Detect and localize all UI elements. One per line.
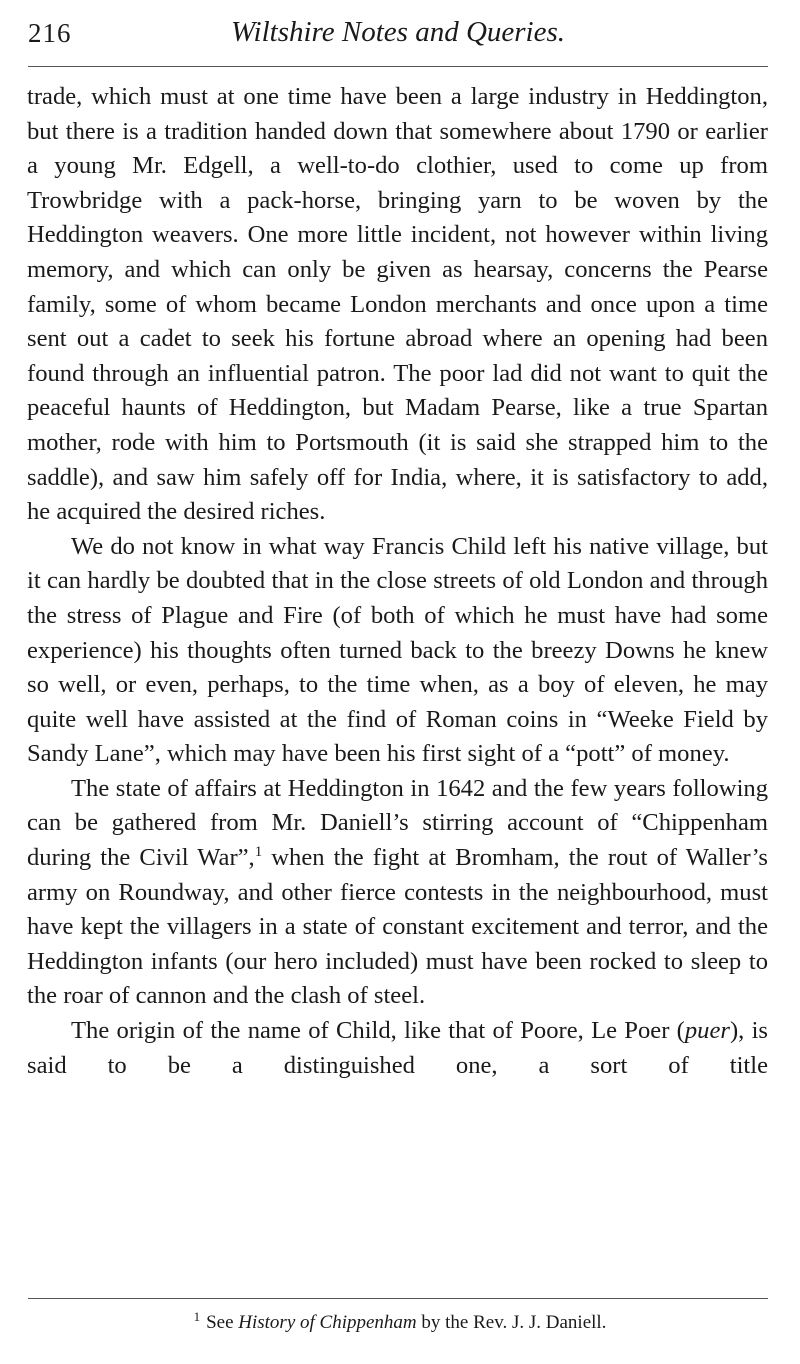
- paragraph-civil-war: [27, 772, 768, 1014]
- paragraph-civil-war-text-a: The state of affairs at Heddington in 1642 and the few years following can be gathered from Mr. Daniell’s stirring account of “Chippenham during the Civil War”,: [27, 774, 768, 872]
- footnote-suffix: by the Rev. J. J. Daniell.: [416, 1312, 607, 1333]
- footnote-reference: 1: [254, 843, 263, 860]
- footnote-mark: 1: [193, 1308, 201, 1324]
- header-rule: [28, 66, 768, 67]
- paragraph-francis-child: We do not know in what way Francis Child left his native village, but it can hardly be doubted that in the close streets of old London and through the stress of Plague and Fire (of both of which he must have had some experience) his thoughts often turned back to the breezy Downs he knew so well, or even, perhaps, to the time when, as a boy of eleven, he may quite well have assisted at the find of Roman coins in “Weeke Field by Sandy Lane”, which may have been his first sight of a “pott” of money.: [27, 532, 768, 768]
- paragraph-name-origin-text-a: The origin of the name of Child, like that of Poore, Le Poer (: [71, 1017, 685, 1045]
- paragraph-heddington-trade: trade, which must at one time have been a large industry in Heddington, but there is a tradition handed down that somewhere about 1790 or earlier a young Mr. Edgell, a well-to-do clothier, used to come up from Trowbridge with a pack-horse, bringing yarn to be woven by the Heddington weavers. One more little incident, not however within living memory, and which can only be given as hearsay, concerns the Pearse family, some of whom became London merchants and once upon a time sent out a cadet to seek his fortune abroad where an opening had been found through an influential patron. The poor lad did not want to quit the peaceful haunts of Heddington, but Madam Pearse, like a true Spartan mother, rode with him to Portsmouth (it is said she strapped him to the saddle), and saw him safely off for India, where, it is satisfactory to add, he acquired the desired riches.: [27, 83, 768, 526]
- paragraph-name-origin: [27, 1014, 768, 1083]
- footnote-book-title: History of Chippenham: [238, 1312, 417, 1333]
- body-text: [27, 80, 768, 1083]
- footnote-prefix: See: [206, 1312, 239, 1333]
- latin-word-puer: puer: [684, 1017, 730, 1045]
- page-number: 216: [28, 18, 72, 48]
- paragraph-name-origin-text-b: ), is said to be a distinguished one, a sort of title: [27, 1017, 769, 1079]
- paragraph-civil-war-text-b: when the fight at Bromham, the rout of Waller’s army on Roundway, and other fierce contests in the neighbourhood, must have kept the villagers in a state of constant excitement and terror, and the Heddington infants (our hero included) must have been rocked to sleep to the roar of cannon and the clash of steel.: [27, 844, 768, 1010]
- footnote-rule: [28, 1298, 768, 1299]
- footnote: [0, 1308, 800, 1335]
- journal-title: Wiltshire Notes and Queries.: [230, 16, 566, 48]
- running-head: [28, 14, 768, 54]
